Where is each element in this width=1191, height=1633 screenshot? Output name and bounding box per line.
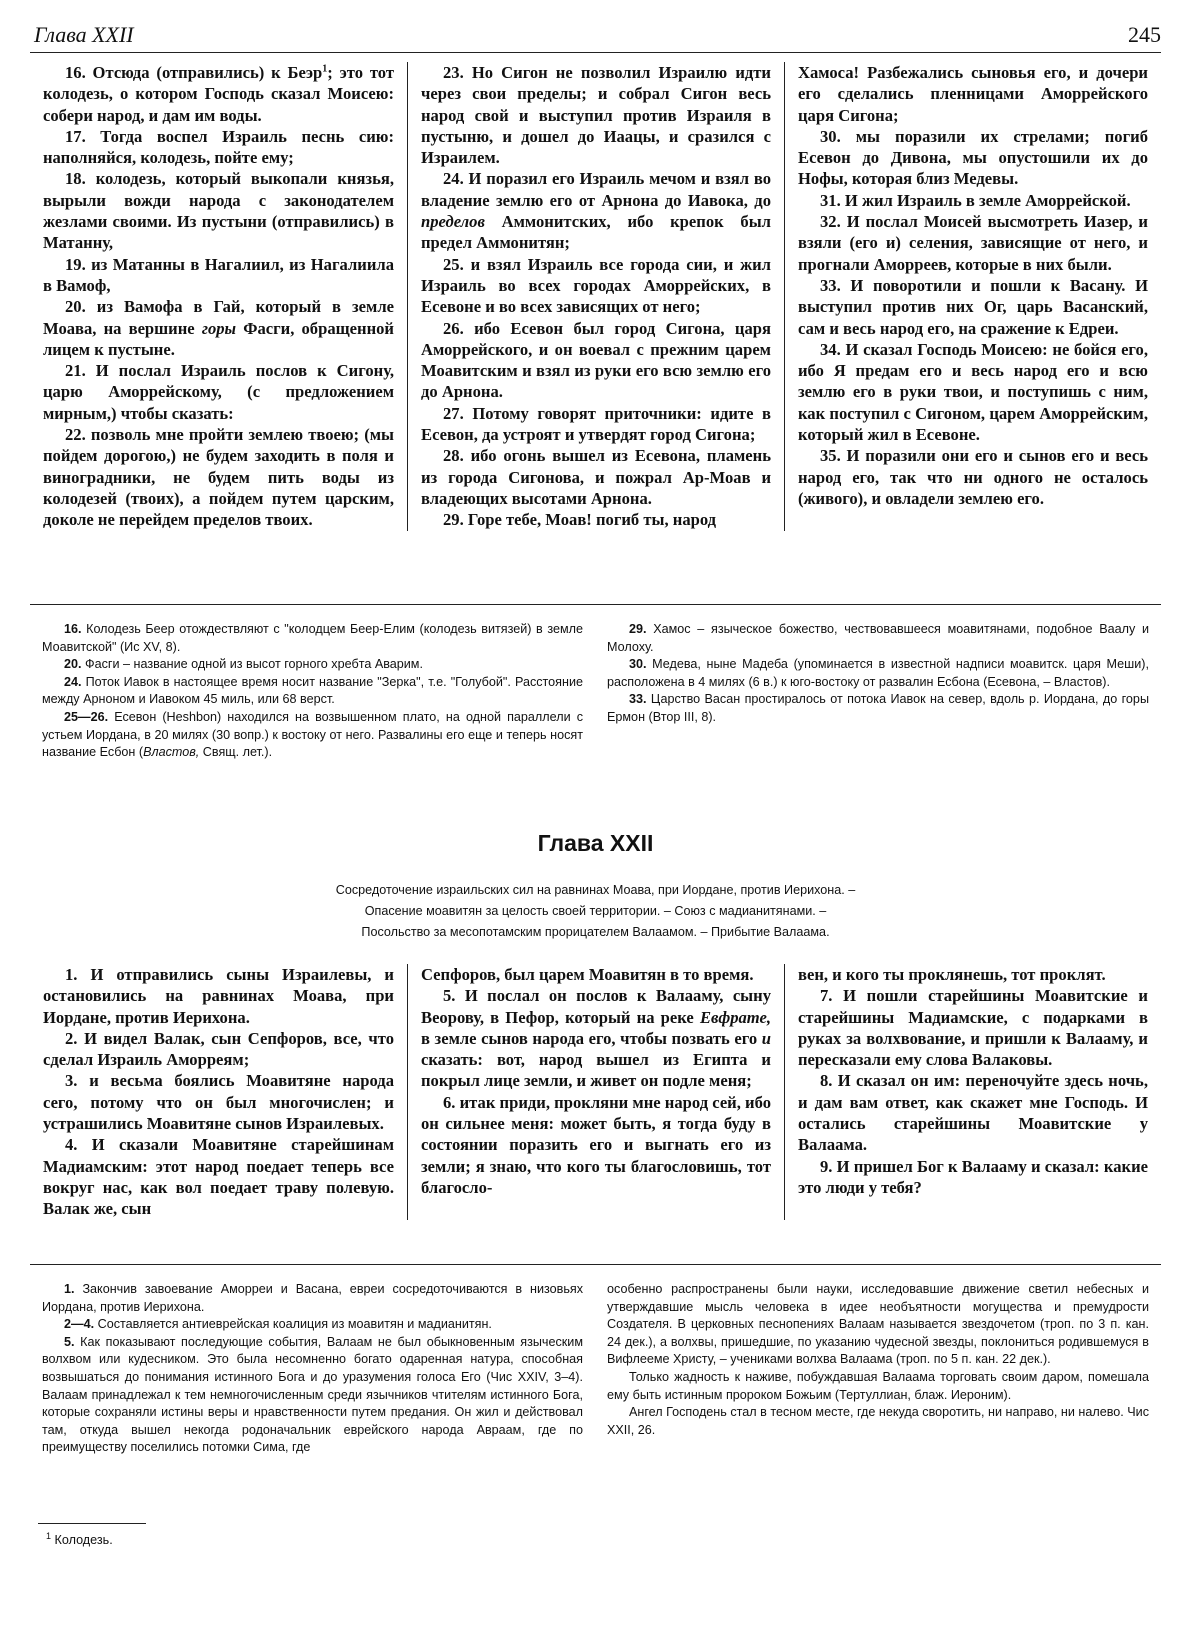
verse-paragraph: 3. и весьма боялись Моавитяне народа сего, потому что он был многочислен; и устрашились Моавитяне сынов Израилевых.	[43, 1071, 394, 1134]
commentary-note: 5. Как показывают последующие события, Валаам не был обыкновенным языческим волхвом или кудесником. Это была несомненно богато одаренная натура, способная возвышаться до понимания истинного Бога и до уразумения голоса Его (Чис XXIV, 3–4). Валаам принадлежал к тем немногочисленным среди язычников чтителям истинного Бога, которые сохраняли истины веры и нравственности путем предания. Он жил и действовал там, откуда вышел некогда родоначальник еврейского народа Авраам, где по преимуществу поселились потомки Сима, где	[42, 1334, 583, 1455]
commentary-column-1	[30, 621, 595, 762]
commentary-note: Только жадность к наживе, побуждавшая Валаама торговать своим даром, помешала ему быть истинным пророком Божьим (Тертуллиан, блаж. Иероним).	[607, 1369, 1149, 1402]
chapter-heading: Глава XXII	[537, 830, 654, 856]
verse-paragraph: 17. Тогда воспел Израиль песнь сию: наполняйся, колодезь, пойте ему;	[43, 126, 394, 168]
commentary-column-1	[30, 1281, 595, 1457]
footnote-marker: 1	[46, 1530, 52, 1541]
chapter-summary	[0, 880, 1191, 943]
bottom-text-columns	[30, 964, 1161, 1220]
verse-paragraph: 32. И послал Моисей высмотреть Иазер, и взяли (его и) селения, зависящие от него, и прогнали Аморреев, которые в них были.	[798, 212, 1148, 274]
verse-paragraph: 18. колодезь, который выкопали князья, вырыли вожди народа с законодателем жезлами своими. Из пустыни (отправились) в Матанну,	[43, 169, 394, 253]
verse-paragraph: 35. И поразили они его и сынов его и весь народ его, так что ни одного не осталось (живого), и овладели землею его.	[798, 446, 1148, 508]
verse-paragraph: 23. Но Сигон не позволил Израилю идти через свои пределы; и собрал Сигон весь народ свой и выступил против Израиля в пустыню, и дошел до Иаацы, и сразился с Израилем.	[421, 63, 771, 168]
section-divider	[30, 1264, 1161, 1265]
verse-paragraph: 20. из Вамофа в Гай, который в земле Моава, на вершине горы Фасги, обращенной лицем к пустыне.	[43, 297, 394, 359]
verse-paragraph: 5. И послал он послов к Валааму, сыну Веорову, в Пефор, который на реке Евфрате, в земле сынов народа его, чтобы позвать его и сказать: вот, народ вышел из Египта и покрыл лице земли, и живет он подле меня;	[421, 986, 771, 1091]
commentary-note: 24. Поток Иавок в настоящее время носит название "Зерка", т.е. "Голубой". Расстояние между Арноном и Иавоком 45 миль, или 68 верст.	[42, 674, 583, 707]
verse-paragraph: 2. И видел Валак, сын Сепфоров, все, что сделал Израиль Аморреям;	[43, 1028, 394, 1070]
verse-paragraph: 1. И отправились сыны Израилевы, и остановились на равнинах Моава, при Иордане, против Иерихона.	[43, 965, 394, 1027]
commentary-column-2	[595, 621, 1161, 762]
text-column-1	[30, 964, 407, 1220]
verse-paragraph: 19. из Матанны в Нагалиил, из Нагалиила в Вамоф,	[43, 254, 394, 295]
commentary-note: 33. Царство Васан простиралось от потока Иавок на север, вдоль р. Иордана, до горы Ермон (Втор III, 8).	[607, 692, 1149, 724]
verse-paragraph: 21. И послал Израиль послов к Сигону, царю Аморрейскому, (с предложением мирным,) чтобы сказать:	[43, 361, 394, 423]
commentary-note: 20. Фасги – название одной из высот горного хребта Аварим.	[64, 657, 423, 672]
text-column-1	[30, 62, 407, 531]
text-column-3	[784, 62, 1161, 531]
running-header	[30, 22, 1161, 52]
verse-paragraph: 34. И сказал Господь Моисею: не бойся его, ибо Я предам его и весь народ его и всю землю его в руки твои, и поступишь с ним, как поступил с Сигоном, царем Аморрейским, который жил в Есевоне.	[798, 339, 1148, 445]
top-commentary	[30, 621, 1161, 762]
commentary-note: Ангел Господень стал в тесном месте, где некуда своротить, ни направо, ни налево. Чис XXII, 26.	[607, 1405, 1149, 1437]
verse-paragraph: 26. ибо Есевон был город Сигона, царя Аморрейского, и он воевал с прежним царем Моавитским и взял из руки его всю землю его до Арнона.	[421, 318, 771, 402]
text-column-3	[784, 964, 1161, 1220]
commentary-note: особенно распространены были науки, исследовавшие движение светил небесных и утверждавшие мысль человека в идее необъятности могущества и премудрости Создателя. В церковных песнопениях Валаам называется звездочетом (троп. по 3 п. кан. 24 дек.), а волхвы, пришедшие, по указанию чудесной звезды, поклониться родившемуся в Вифлееме Христу, – учениками волхва Валаама (троп. по 5 п. кан. 22 дек.).	[607, 1282, 1149, 1367]
verse-paragraph: 9. И пришел Бог к Валааму и сказал: какие это люди у тебя?	[798, 1156, 1148, 1197]
summary-line: Сосредоточение израильских сил на равнинах Моава, при Иордане, против Иерихона. –	[335, 883, 856, 897]
verse-paragraph: 6. итак приди, прокляни мне народ сей, ибо он сильнее меня: может быть, я тогда буду в состоянии поразить его и выгнать его из земли; я знаю, что кого ты благословишь, тот благосло-	[421, 1092, 771, 1197]
footnote-rule	[38, 1523, 146, 1524]
commentary-note: 25—26. Есевон (Heshbon) находился на возвышенном плато, на одной параллели с устьем Иордана, в 20 милях (30 вопр.) к востоку от него. Развалины его еще и теперь носят название Есбон (Властов, Свящ. лет.).	[42, 709, 583, 760]
bottom-commentary	[30, 1281, 1161, 1457]
commentary-note: 16. Колодезь Беер отождествляют с "колодцем Беер-Елим (колодезь витязей) в земле Моавитской" (Ис XV, 8).	[42, 622, 583, 654]
verse-paragraph: вен, и кого ты проклянешь, тот проклят.	[798, 965, 1106, 984]
verse-paragraph: 28. ибо огонь вышел из Есевона, пламень из города Сигонова, и пожрал Ар-Моав и владеющих высотами Арнона.	[421, 446, 771, 508]
commentary-note: 29. Хамос – языческое божество, чествовавшееся моавитянами, подобное Ваалу и Молоху.	[607, 622, 1149, 654]
commentary-note: 1. Закончив завоевание Аморреи и Васана, евреи сосредоточиваются в низовьях Иордана, против Иерихона.	[42, 1282, 583, 1314]
verse-paragraph: Хамоса! Разбежались сыновья его, и дочери его сделались пленницами Аморрейского царя Сигона;	[798, 63, 1148, 125]
text-column-2	[407, 964, 784, 1220]
verse-paragraph: 24. И поразил его Израиль мечом и взял во владение землю его от Арнона до Иавока, до пределов Аммонитских, ибо крепок был предел Аммонитян;	[421, 169, 771, 253]
section-divider	[30, 604, 1161, 605]
verse-paragraph: 25. и взял Израиль все города сии, и жил Израиль во всех городах Аморрейских, в Есевоне и во всех зависящих от него;	[421, 254, 771, 317]
verse-paragraph: 27. Потому говорят приточники: идите в Есевон, да устроят и утвердят город Сигона;	[421, 403, 771, 445]
page-number: 245	[1128, 22, 1161, 47]
verse-paragraph: 16. Отсюда (отправились) к Беэр$^1$; это тот колодезь, о котором Господь сказал Моисею: собери народ, и дам им воды.	[43, 63, 394, 125]
verse-paragraph: 29. Горе тебе, Моав! погиб ты, народ	[443, 510, 717, 530]
summary-line: Посольство за месопотамским прорицателем Валаамом. – Прибытие Валаама.	[361, 925, 830, 939]
commentary-note: 2—4. Составляется антиеврейская коалиция из моавитян и мадианитян.	[64, 1317, 492, 1332]
footnote-marker: 1	[322, 63, 328, 75]
verse-paragraph: 4. И сказали Моавитяне старейшинам Мадиамским: этот народ поедает теперь все вокруг нас, как вол поедает траву полевую. Валак же, сын	[43, 1135, 394, 1219]
verse-paragraph: 30. мы поразили их стрелами; погиб Есевон до Дивона, мы опустошили их до Нофы, которая близ Медевы.	[798, 126, 1148, 189]
header-rule	[30, 52, 1161, 53]
verse-paragraph: 31. И жил Израиль в земле Аморрейской.	[820, 190, 1131, 210]
verse-paragraph: Сепфоров, был царем Моавитян в то время.	[421, 965, 754, 984]
verse-paragraph: 7. И пошли старейшины Моавитские и старейшины Мадиамские, с подарками в руках за волхвование, и пришли к Валааму, и пересказали ему слова Валаковы.	[798, 986, 1148, 1070]
running-title: Глава XXII	[34, 22, 134, 47]
commentary-column-2	[595, 1281, 1161, 1457]
summary-line: Опасение моавитян за целость своей территории. – Союз с мадианитянами. –	[364, 904, 827, 918]
verse-paragraph: 33. И поворотили и пошли к Васану. И выступил против них Ог, царь Васанский, сам и весь народ его, на сражение к Едреи.	[798, 275, 1148, 338]
verse-paragraph: 8. И сказал он им: переночуйте здесь ночь, и дам вам ответ, как скажет мне Господь. И остались старейшины Моавитские у Валаама.	[798, 1071, 1148, 1155]
commentary-note: 30. Медева, ныне Мадеба (упоминается в известной надписи моавитск. царя Меши), расположена в 4 милях (6 в.) к юго-востоку от развалин Есбона (Есевона, – Властов).	[607, 657, 1149, 689]
top-text-columns	[30, 62, 1161, 531]
page-footnote: $^1$ Колодезь.	[46, 1530, 113, 1547]
text-column-2	[407, 62, 784, 531]
verse-paragraph: 22. позволь мне пройти землею твоею; (мы пойдем дорогою,) не будем заходить в поля и виноградники, не будем пить воды из колодезей (твоих), а пойдем путем царским, доколе не перейдем пределов твоих.	[43, 425, 394, 530]
